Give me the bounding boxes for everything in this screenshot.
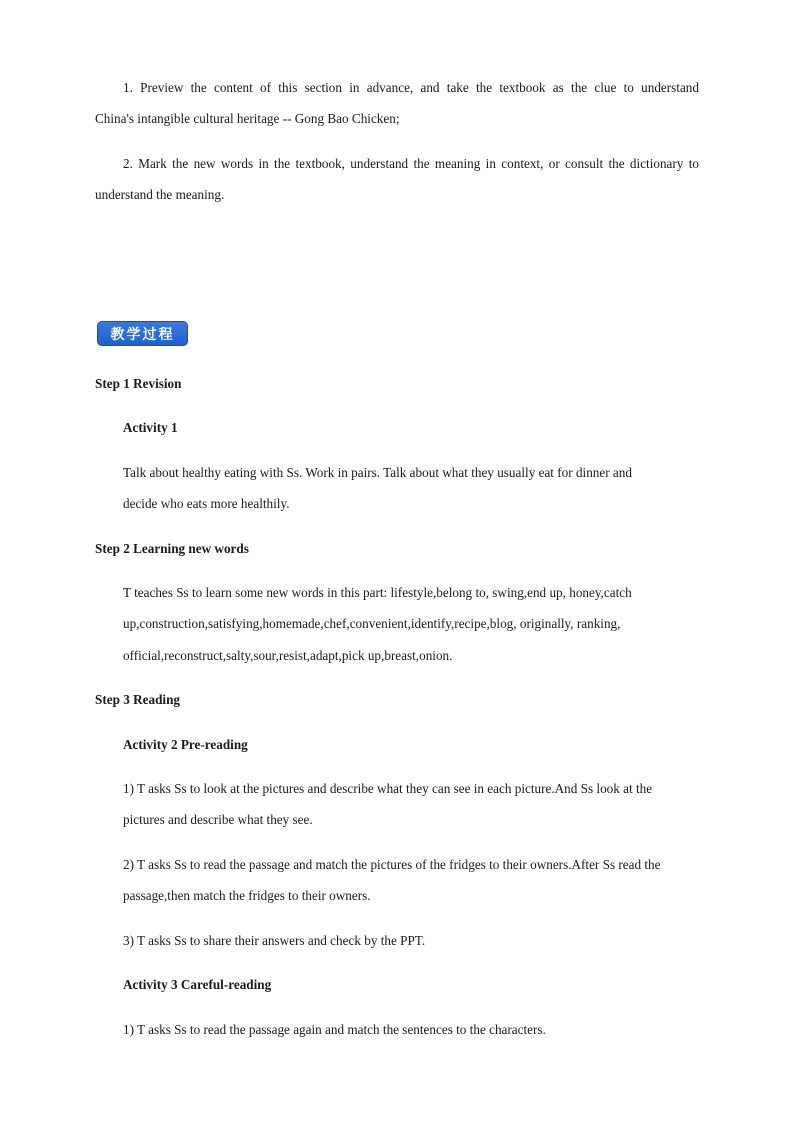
activity-2-item-2-line-1: 2) T asks Ss to read the passage and match the pictures of the fridges to their owners.After Ss read the — [123, 857, 661, 872]
step-2-title: Step 2 Learning new words — [95, 541, 249, 556]
activity-1-title: Activity 1 — [123, 420, 178, 435]
prep-item-1-line-2: China's intangible cultural heritage -- Gong Bao Chicken; — [95, 111, 400, 126]
step-1-text-line-2: decide who eats more healthily. — [123, 496, 290, 511]
activity-3-title: Activity 3 Careful-reading — [123, 977, 272, 992]
step-2-text-line-3: official,reconstruct,salty,sour,resist,adapt,pick up,breast,onion. — [123, 648, 453, 663]
section-badge-teaching-process: 教学过程 — [97, 321, 188, 346]
prep-item-2-line-2: understand the meaning. — [95, 187, 225, 202]
prep-item-1-line-1: 1. Preview the content of this section in advance, and take the textbook as the clue to understand — [123, 80, 699, 95]
step-3-title: Step 3 Reading — [95, 692, 180, 707]
activity-2-item-1-line-1: 1) T asks Ss to look at the pictures and describe what they can see in each picture.And Ss look at the — [123, 781, 653, 796]
activity-2-item-3: 3) T asks Ss to share their answers and check by the PPT. — [123, 933, 426, 948]
activity-2-title: Activity 2 Pre-reading — [123, 737, 248, 752]
prep-item-2-line-1: 2. Mark the new words in the textbook, understand the meaning in context, or consult the dictionary to — [123, 156, 699, 171]
activity-2-item-1-line-2: pictures and describe what they see. — [123, 812, 313, 827]
step-2-text-line-1: T teaches Ss to learn some new words in this part: lifestyle,belong to, swing,end up, honey,catch — [123, 585, 632, 600]
step-1-title: Step 1 Revision — [95, 376, 182, 391]
step-2-text-line-2: up,construction,satisfying,homemade,chef,convenient,identify,recipe,blog, originally, ranking, — [123, 616, 621, 631]
step-1-text-line-1: Talk about healthy eating with Ss. Work in pairs. Talk about what they usually eat for dinner and — [123, 465, 632, 480]
activity-2-item-2-line-2: passage,then match the fridges to their owners. — [123, 888, 371, 903]
activity-3-item-1: 1) T asks Ss to read the passage again and match the sentences to the characters. — [123, 1022, 546, 1037]
